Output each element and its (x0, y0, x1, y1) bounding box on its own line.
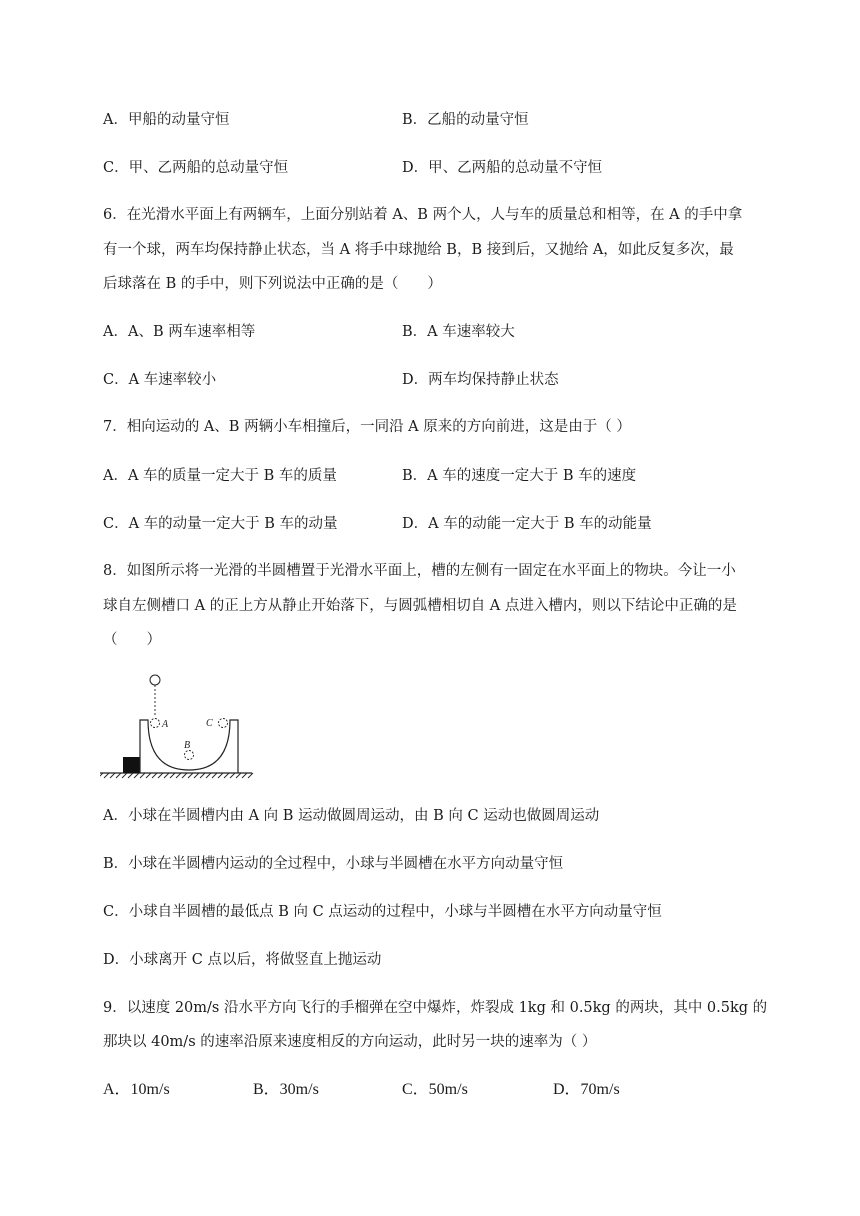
q9-option-d: D．70m/s (553, 1081, 620, 1098)
q8-stem-line-2: 球自左侧槽口 A 的正上方从静止开始落下，与圆弧槽相切自 A 点进入槽内，则以下结论中正确的是 (103, 598, 737, 614)
q6-stem-line-1: 6．在光滑水平面上有两辆车，上面分别站着 A、B 两个人，人与车的质量总和相等，在 A 的手中拿 (103, 207, 743, 223)
q5-option-a: A．甲船的动量守恒 (103, 112, 230, 128)
q6-option-c: C．A 车速率较小 (103, 372, 217, 388)
q9-option-c: C．50m/s (402, 1081, 468, 1098)
q9-stem-line-2: 那块以 40m/s 的速率沿原来速度相反的方向运动，此时另一块的速率为（ ） (103, 1034, 597, 1050)
q9-option-a: A．10m/s (103, 1081, 170, 1098)
q7-stem: 7．相向运动的 A、B 两辆小车相撞后，一同沿 A 原来的方向前进，这是由于（ ） (103, 419, 631, 435)
q5-option-c: C．甲、乙两船的总动量守恒 (103, 160, 289, 176)
q6-option-b: B．A 车速率较大 (402, 324, 515, 340)
fixed-block (123, 757, 140, 773)
q7-option-d: D．A 车的动能一定大于 B 车的动能量 (402, 516, 652, 532)
ground-hatching (100, 773, 253, 778)
q8-option-c: C．小球自半圆槽的最低点 B 向 C 点运动的过程中，小球与半圆槽在水平方向动量守恒 (103, 904, 662, 920)
ball-position-a (151, 719, 160, 728)
q5-option-b: B．乙船的动量守恒 (402, 112, 529, 128)
q9-stem-line-1: 9．以速度 20m/s 沿水平方向飞行的手榴弹在空中爆炸，炸裂成 1kg 和 0.5kg 的两块，其中 0.5kg 的 (103, 1000, 768, 1016)
q7-option-c: C．A 车的动量一定大于 B 车的动量 (103, 516, 338, 532)
q7-option-b: B．A 车的速度一定大于 B 车的速度 (402, 468, 637, 484)
falling-ball (150, 675, 160, 685)
half-circle-groove-diagram (100, 672, 260, 782)
q7-option-a: A．A 车的质量一定大于 B 车的质量 (103, 468, 337, 484)
q9-option-b: B．30m/s (253, 1081, 319, 1098)
q8-stem-line-1: 8．如图所示将一光滑的半圆槽置于光滑水平面上，槽的左侧有一固定在水平面上的物块。今让一小 (103, 563, 736, 579)
ball-position-c (219, 719, 228, 728)
label-b: B (184, 740, 191, 751)
q6-option-d: D．两车均保持静止状态 (402, 372, 559, 388)
q6-stem-line-2: 有一个球，两车均保持静止状态，当 A 将手中球抛给 B，B 接到后，又抛给 A，如此反复多次，最 (103, 242, 734, 258)
label-a: A (162, 719, 169, 730)
label-c: C (206, 718, 213, 729)
q6-option-a: A．A、B 两车速率相等 (103, 324, 256, 340)
q8-stem-line-3: （ ） (103, 632, 161, 648)
q8-option-b: B．小球在半圆槽内运动的全过程中，小球与半圆槽在水平方向动量守恒 (103, 856, 564, 872)
q8-option-d: D．小球离开 C 点以后，将做竖直上抛运动 (103, 952, 382, 968)
q5-option-d: D．甲、乙两船的总动量不守恒 (402, 160, 603, 176)
q6-stem-line-3: 后球落在 B 的手中，则下列说法中正确的是（ ） (103, 276, 442, 292)
ball-position-b (185, 751, 194, 760)
q8-option-a: A．小球在半圆槽内由 A 向 B 运动做圆周运动，由 B 向 C 运动也做圆周运动 (103, 808, 600, 824)
